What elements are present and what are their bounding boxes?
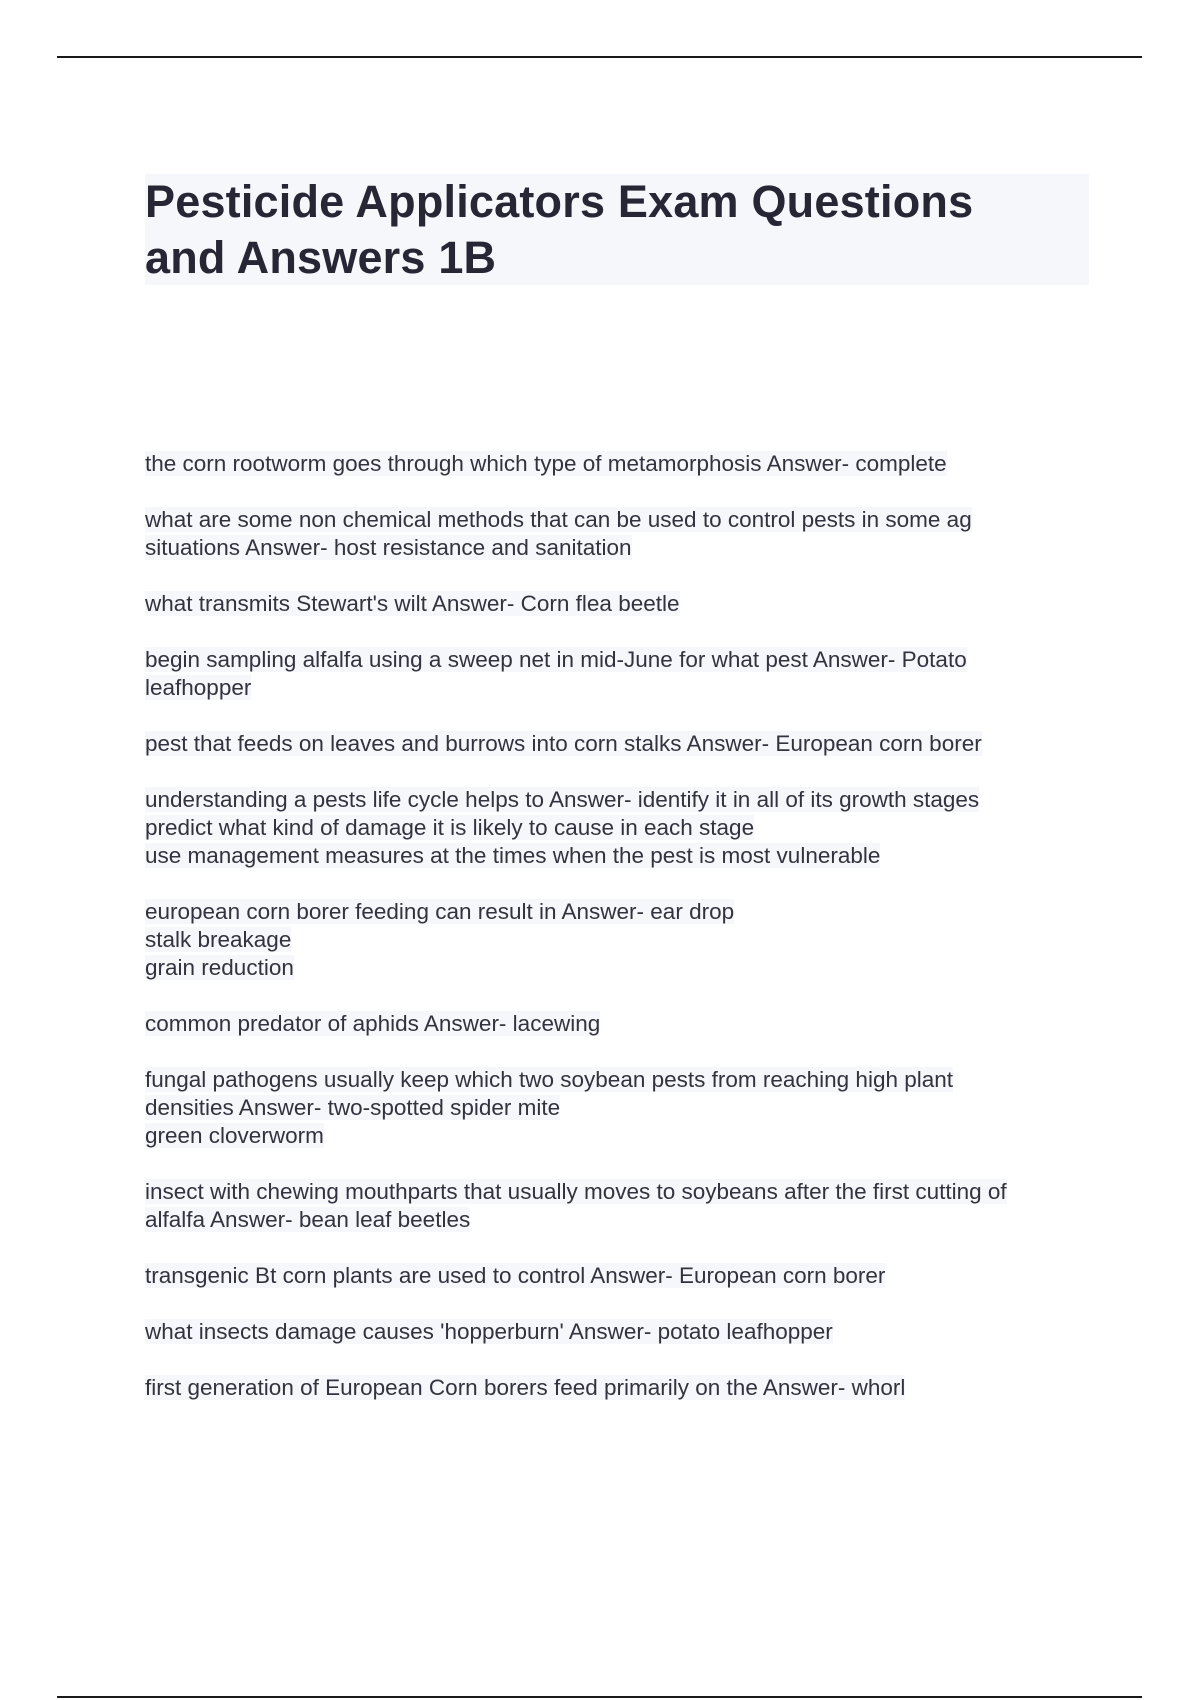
qa-text: begin sampling alfalfa using a sweep net in mid-June for what pest Answer- Potato leafhopper (145, 647, 967, 700)
qa-item (145, 506, 1085, 562)
qa-item (145, 450, 1085, 478)
qa-text: first generation of European Corn borers feed primarily on the Answer- whorl (145, 1375, 906, 1400)
qa-text: what insects damage causes 'hopperburn' Answer- potato leafhopper (145, 1319, 833, 1344)
qa-text: understanding a pests life cycle helps to Answer- identify it in all of its growth stages predict what kind of damage it is likely to cause in each stage use management measures at the times when the pest is most vulnerable (145, 787, 980, 868)
qa-text: common predator of aphids Answer- lacewing (145, 1011, 601, 1036)
qa-item (145, 1374, 1085, 1402)
qa-item (145, 1318, 1085, 1346)
qa-text: european corn borer feeding can result in Answer- ear drop stalk breakage grain reduction (145, 899, 735, 980)
qa-text: pest that feeds on leaves and burrows into corn stalks Answer- European corn borer (145, 731, 982, 756)
qa-item (145, 590, 1085, 618)
qa-text: what are some non chemical methods that can be used to control pests in some ag situations Answer- host resistance and sanitation (145, 507, 972, 560)
qa-text: insect with chewing mouthparts that usually moves to soybeans after the first cutting of alfalfa Answer- bean leaf beetles (145, 1179, 1007, 1232)
document-title: Pesticide Applicators Exam Questions and Answers 1B (145, 176, 974, 283)
qa-item (145, 1066, 1085, 1150)
qa-list (145, 450, 1085, 1430)
qa-item (145, 1010, 1085, 1038)
qa-item (145, 1178, 1085, 1234)
qa-item (145, 646, 1085, 702)
bottom-rule (57, 1696, 1142, 1698)
qa-item (145, 786, 1085, 870)
qa-item (145, 898, 1085, 982)
qa-item (145, 730, 1085, 758)
qa-text: the corn rootworm goes through which type of metamorphosis Answer- complete (145, 451, 947, 476)
qa-item (145, 1262, 1085, 1290)
qa-text: transgenic Bt corn plants are used to control Answer- European corn borer (145, 1263, 886, 1288)
title-block (145, 174, 1089, 285)
qa-text: what transmits Stewart's wilt Answer- Corn flea beetle (145, 591, 680, 616)
top-rule (57, 56, 1142, 58)
qa-text: fungal pathogens usually keep which two soybean pests from reaching high plant densities Answer- two-spotted spider mite green cloverworm (145, 1067, 954, 1148)
